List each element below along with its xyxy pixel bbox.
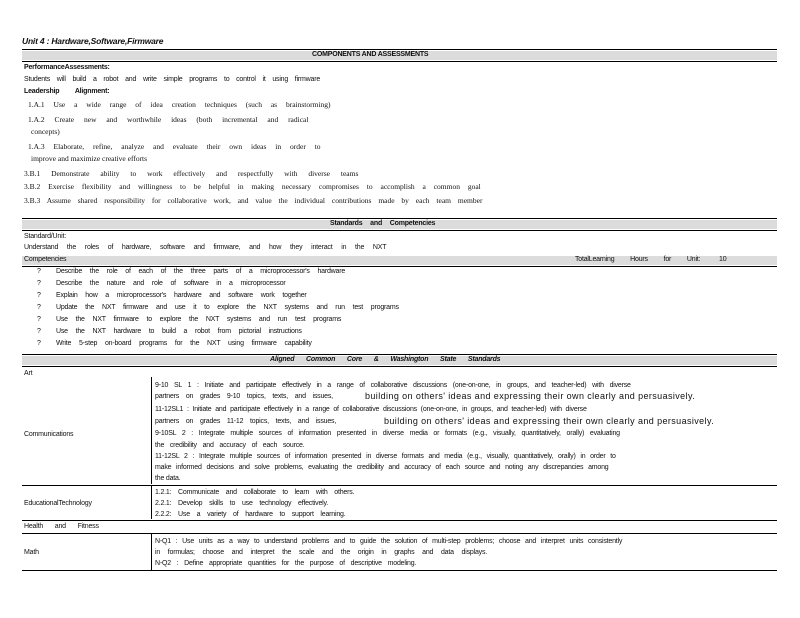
performance-label: PerformanceAssessments:	[24, 64, 110, 71]
math-rule	[22, 533, 777, 534]
performance-text: Students will build a robot and write simple programs to control it using firmware	[24, 76, 321, 83]
standards-rule	[22, 230, 777, 231]
subject-math: Math	[24, 549, 39, 556]
standard-line: 9-10 SL 1 : Initiate and participate effectively in a range of collaborative discussions (one-on-one, in groups, and teacher-led) with diverse	[155, 382, 631, 389]
competency-bullet: ?	[37, 316, 41, 323]
competency-item: Use the NXT hardware to build a robot from pictorial instructions	[56, 328, 302, 335]
subject-communications: Communications	[24, 431, 74, 438]
bottom-rule	[22, 570, 777, 571]
subject-health: Health and Fitness	[24, 523, 99, 530]
unit-title: Unit 4 : Hardware,Software,Firmware	[22, 36, 164, 46]
standard-line: 2.2.2: Use a variety of hardware to support learning.	[155, 511, 346, 518]
standard-line: make informed decisions and solve problems, evaluating the credibility and accuracy of each source and noting any discrepancies among	[155, 464, 609, 471]
competency-item: Describe the nature and role of software in a microprocessor	[56, 280, 286, 287]
standard-line: building on others' ideas and expressing their own clearly and persuasively.	[384, 416, 715, 426]
standards-header: Standards and Competencies	[330, 220, 436, 227]
hours-label: TotalLearning Hours for Unit:	[575, 256, 701, 263]
subject-edtech: EducationalTechnology	[24, 500, 92, 507]
competency-item: Use the NXT firmware to explore the NXT systems and run test programs	[56, 316, 342, 323]
standard-line: building on others' ideas and expressing their own clearly and persuasively.	[365, 391, 696, 401]
math-divider	[151, 534, 152, 570]
communications-divider	[151, 377, 152, 484]
competency-bullet: ?	[37, 268, 41, 275]
leadership-item: improve and maximize creative efforts	[31, 154, 148, 163]
leadership-label: Leadership Alignment:	[24, 88, 110, 95]
standard-line: 11-12SL 2 : Integrate multiple sources of information presented in diverse formats and media (e.g., visually, quantitatively, orally) in order to	[155, 453, 616, 460]
standard-line: 9-10SL 2 : Integrate multiple sources of information presented in diverse media or formats (e.g., visually, quantitatively, orally) evaluating	[155, 430, 620, 437]
standard-line: N-Q2 : Define appropriate quantities for the purpose of descriptive modeling.	[155, 560, 417, 567]
edtech-divider	[151, 486, 152, 519]
leadership-item: concepts)	[31, 127, 60, 136]
competency-bullet: ?	[37, 340, 41, 347]
competencies-label: Competencies	[24, 256, 67, 263]
leadership-item: 3.B.3 Assume shared responsibility for collaborative work, and value the individual contributions made by each team member	[24, 196, 483, 205]
health-rule	[22, 520, 777, 521]
competency-bullet: ?	[37, 328, 41, 335]
competency-item: Explain how a microprocessor's hardware and software work together	[56, 292, 307, 299]
leadership-item: 3.B.1 Demonstrate ability to work effectively and respectfully with diverse teams	[24, 169, 359, 178]
standard-line: N-Q1 : Use units as a way to understand problems and to guide the solution of multi-step problems; choose and interpret units consistently	[155, 538, 623, 545]
subject-art: Art	[24, 370, 33, 377]
hours-value: 10	[719, 256, 727, 263]
standard-line: partners on grades 9-10 topics, texts, and issues,	[155, 393, 333, 400]
competency-item: Describe the role of each of the three parts of a microprocessor's hardware	[56, 268, 346, 275]
competency-item: Write 5-step on-board programs for the NXT using firmware capability	[56, 340, 312, 347]
standard-line: the credibility and accuracy of each source.	[155, 442, 305, 449]
competency-bullet: ?	[37, 292, 41, 299]
components-header: COMPONENTS AND ASSESSMENTS	[312, 51, 429, 58]
leadership-item: 3.B.2 Exercise flexibility and willingness to be helpful in making necessary compromises to accomplish a common goal	[24, 182, 481, 191]
competency-bullet: ?	[37, 280, 41, 287]
aligned-header: Aligned Common Core & Washington State Standards	[270, 356, 501, 363]
leadership-item: 1.A.1 Use a wide range of idea creation techniques (such as brainstorming)	[28, 100, 331, 109]
competency-item: Update the NXT firmware and use it to explore the NXT systems and run test programs	[56, 304, 399, 311]
standard-line: the data.	[155, 475, 181, 482]
components-rule	[22, 61, 777, 62]
standard-line: 1.2.1: Communicate and collaborate to learn with others.	[155, 489, 355, 496]
standard-line: partners on grades 11-12 topics, texts, and issues,	[155, 418, 337, 425]
leadership-item: 1.A.3 Elaborate, refine, analyze and evaluate their own ideas in order to	[28, 142, 321, 151]
aligned-rule	[22, 366, 777, 367]
standard-label: Standard/Unit:	[24, 233, 66, 240]
standard-line: in formulas; choose and interpret the scale and the origin in graphs and data displays.	[155, 549, 487, 556]
standard-line: 2.2.1: Develop skills to use technology effectively.	[155, 500, 329, 507]
standard-text: Understand the roles of hardware, software and firmware, and how they interact in the NXT	[24, 244, 387, 251]
competency-bullet: ?	[37, 304, 41, 311]
leadership-item: 1.A.2 Create new and worthwhile ideas (both incremental and radical	[28, 115, 309, 124]
standard-line: 11-12SL1 : Initiate and participate effectively in a range of collaborative discussions (one-on-one, in groups, and teacher-led) with diverse	[155, 406, 587, 413]
edtech-rule	[22, 485, 777, 486]
